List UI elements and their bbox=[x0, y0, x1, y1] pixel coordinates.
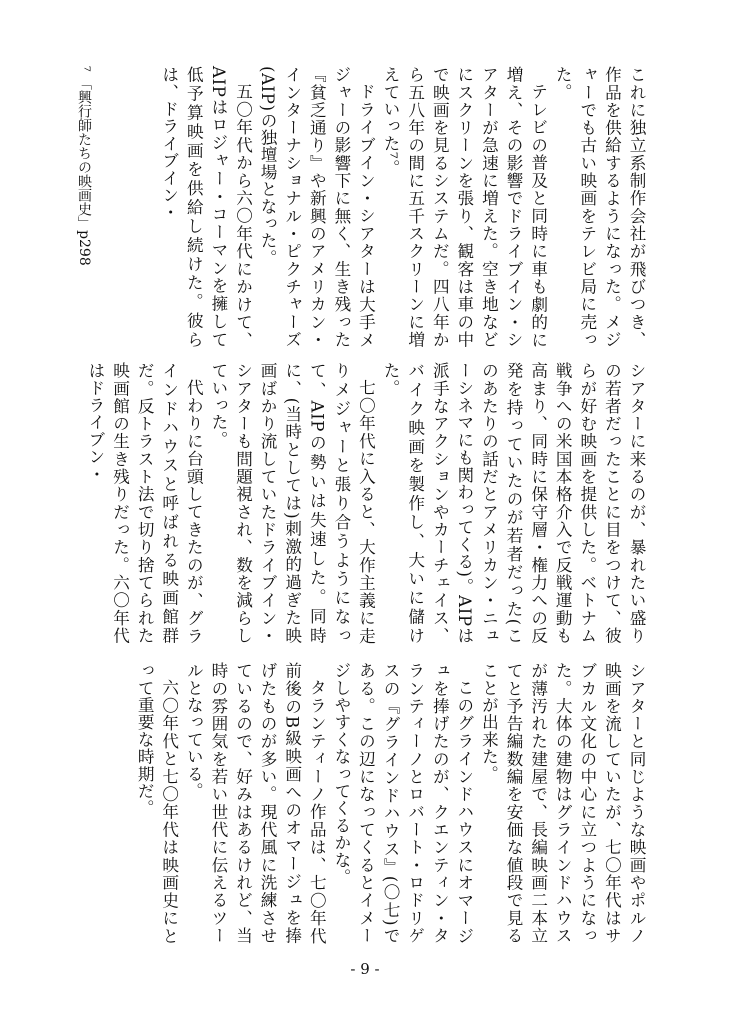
text-block-middle bbox=[85, 362, 648, 644]
paragraph: 五〇年代から六〇年代にかけて、AIPはロジャー・コーマンを擁して低予算映画を供給し続けた。彼らは、ドライブイン・ bbox=[159, 66, 253, 348]
paragraph: シアターと同じような映画やポルノ映画を流していたが、七〇年代はサブカル文化の中心に立つようになった。大体の建物はグラインドハウスが薄汚れた建屋で、長編映画二本立てと予告編数編を安価な値段で見ることが出来た。 bbox=[479, 662, 646, 944]
paragraph: シアターに来るのが、暴れたい盛りの若者だったことに目をつけて、彼らが好む映画を提供した。ベトナム戦争への米国本格介入で反戦運動も高まり、同時に保守層・権力への反発を持っていたのが若者だった(このあたりの話だとアメリカン・ニューシネマにも関わってくる)。AIPは派手なアクションやカーチェイス、バイク映画を製作し、大いに儲けた。 bbox=[381, 362, 646, 644]
text-block-upper bbox=[88, 66, 648, 348]
paragraph: 七〇年代に入ると、大作主義に走りメジャーと張り合うようになって、AIPの勢いは失速した。同時に、(当時としては)刺激的過ぎた映画ばかり流していたドライブイン・シアターも問題視され、数を減らしていった。 bbox=[208, 362, 376, 644]
paragraph: 六〇年代と七〇年代は映画史にとって重要な時期だ。 bbox=[135, 662, 179, 944]
page-number: - 9 - bbox=[350, 960, 380, 978]
footnote: ⁷ 「興行師たちの映画史」p298 bbox=[76, 66, 92, 266]
paragraph: このグラインドハウスにオマージュを捧げたのが、クエンティン・タランティーノとロバート・ロドリゲスの『グラインドハウス』(〇七)である。この辺になってくるとイメージしやすくなってくるかな。 bbox=[331, 662, 474, 944]
paragraph: 代わりに台頭してきたのが、グラインドハウスと呼ばれる映画館群だ。反トラスト法で切り捨てられた映画館の生き残りだった。六〇年代はドライブン・ bbox=[85, 362, 204, 644]
text-block-lower bbox=[88, 662, 648, 944]
paragraph: タランティーノ作品は、七〇年代前後のB級映画へのオマージュを捧げたものが多い。現代風に洗練させているので、好みはあるけれど、当時の雰囲気を若い世代に伝えるツールとなっている。 bbox=[184, 662, 327, 944]
paragraph: これに独立系制作会社が飛びつき、作品を供給するようになった。メジャーでも古い映画をテレビ局に売った。 bbox=[553, 66, 646, 348]
paragraph: テレビの普及と同時に車も劇的に増え、その影響でドライブイン・シアターが急速に増えた。空き地などにスクリーンを張り、観客は車の中で映画を見るシステムだ。四八年から五八年の間に五千スクリーンに増えていった⁷。 bbox=[381, 66, 548, 348]
paragraph: ドライブイン・シアターは大手メジャーの影響下に無く、生き残った『貧乏通り』や新興のアメリカン・インターナショナル・ピクチャーズ(AIP)の独壇場となった。 bbox=[258, 66, 376, 348]
